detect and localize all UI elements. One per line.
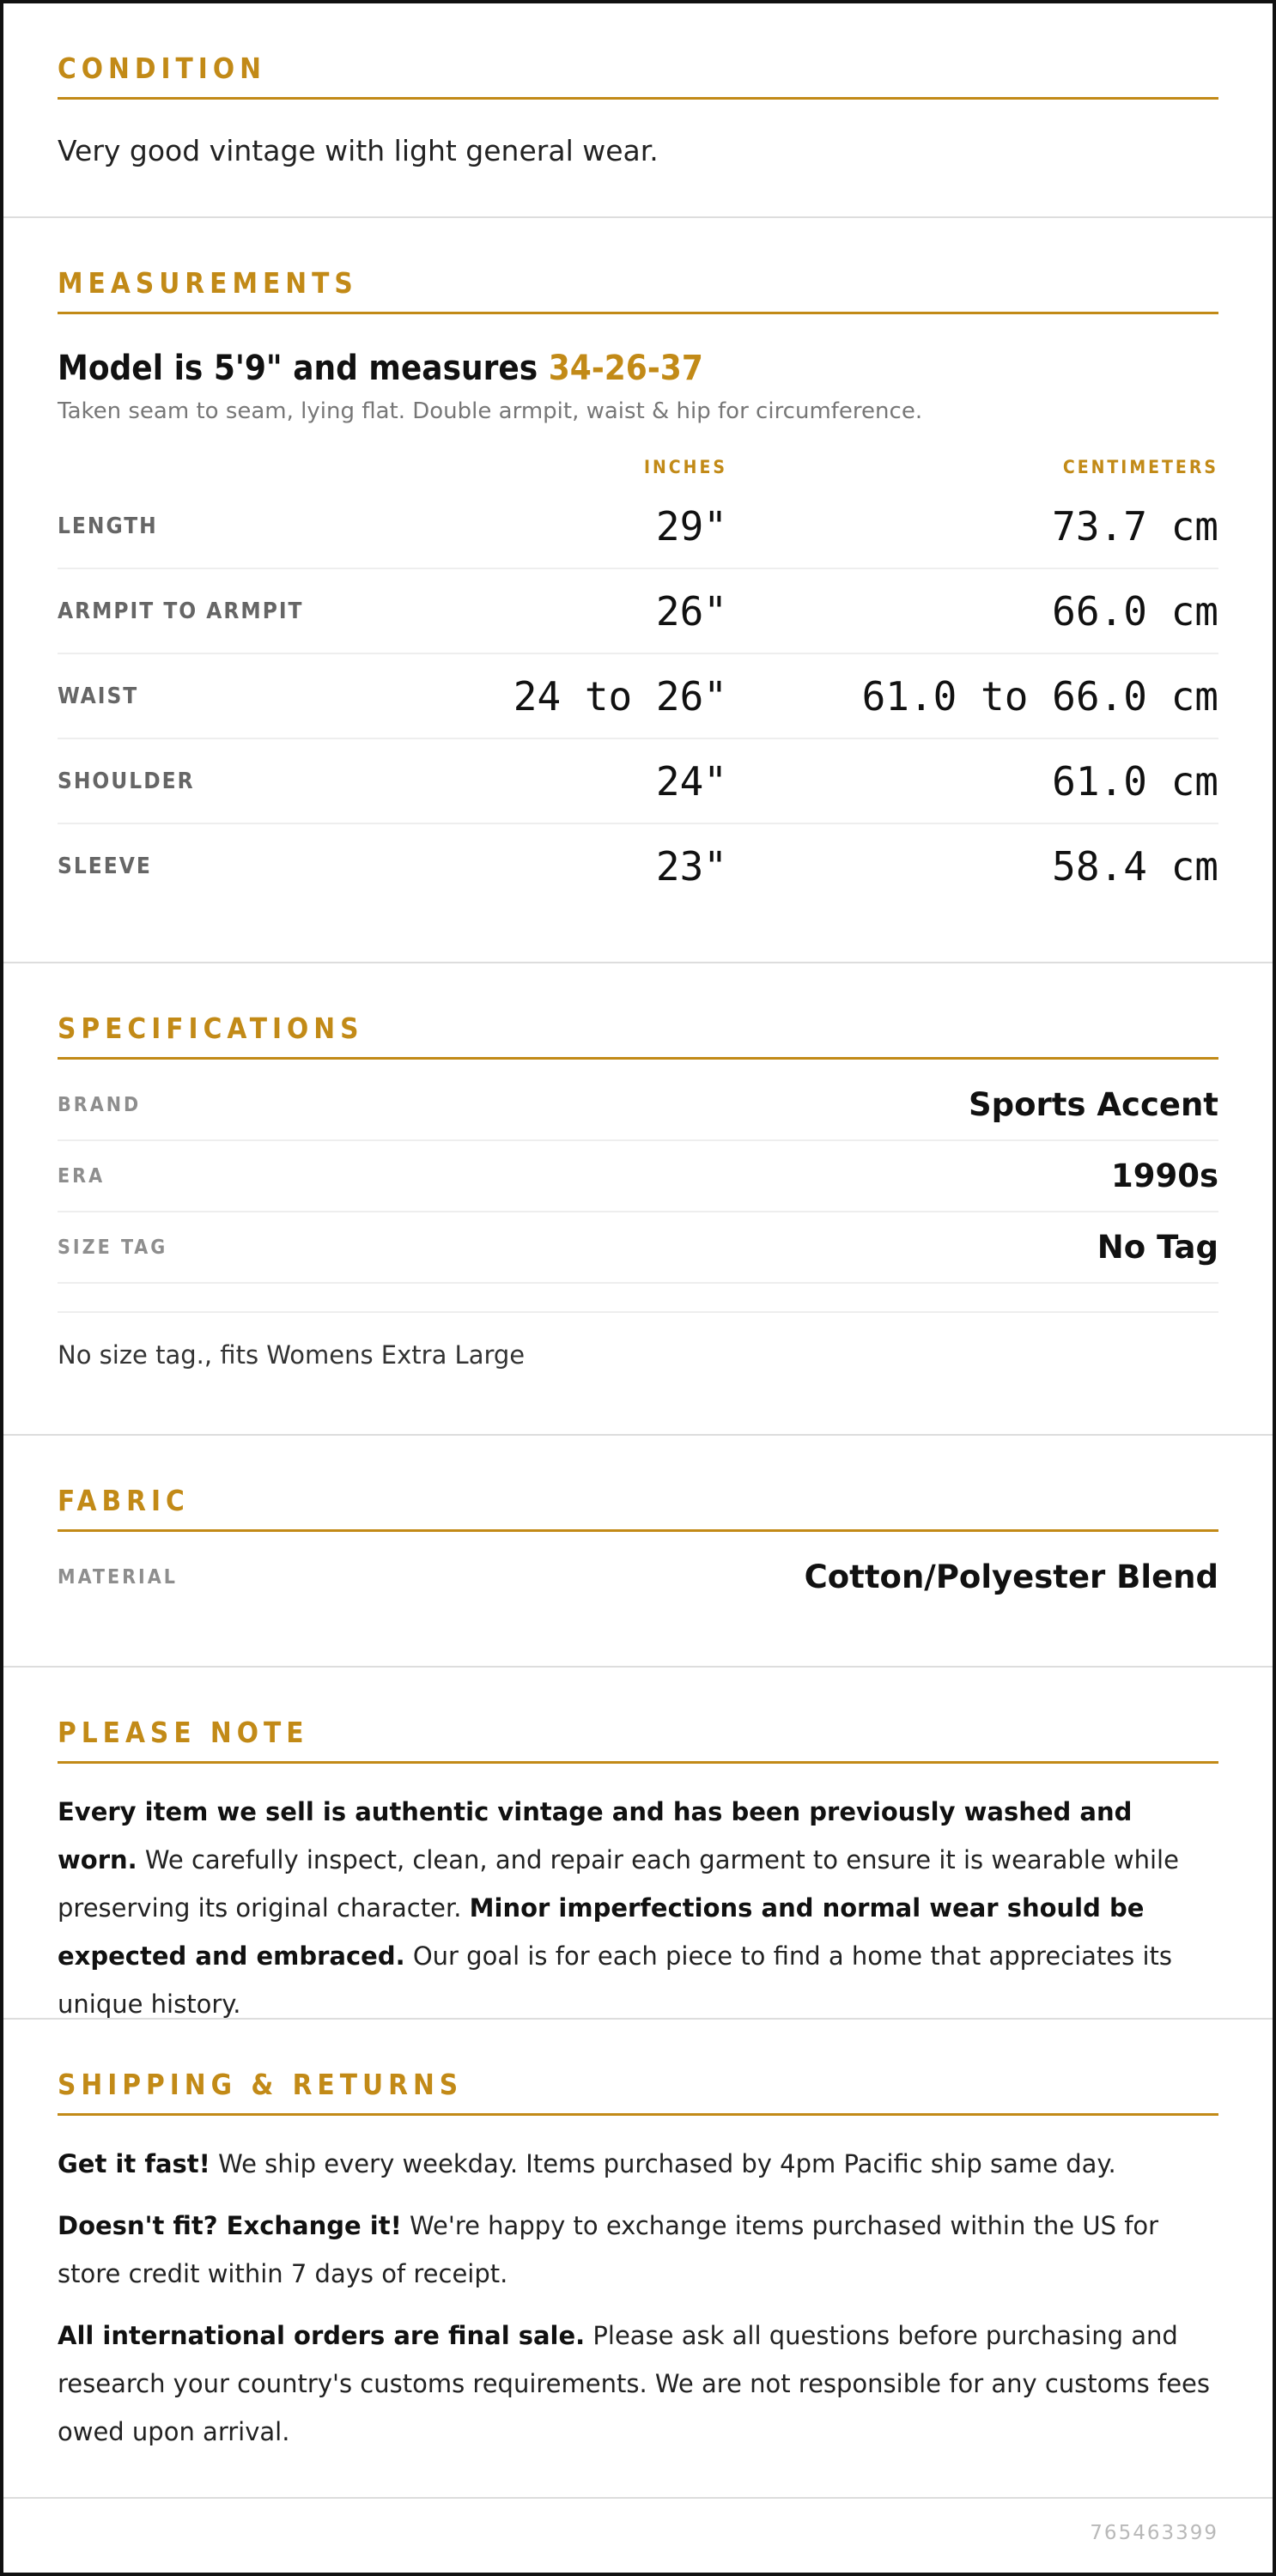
shipping-bold: Get it fast! [58, 2149, 210, 2178]
measurements-heading: MEASUREMENTS [58, 266, 1218, 314]
shipping-bold: Doesn't fit? Exchange it! [58, 2211, 402, 2240]
model-measures-value: 34-26-37 [548, 349, 703, 388]
please-note-section [3, 1668, 1273, 2020]
measurements-header-row [58, 450, 1218, 484]
model-prefix: Model is 5'9" and measures [58, 349, 549, 388]
condition-text: Very good vintage with light general wear. [58, 134, 659, 167]
measurement-cm: 61.0 to 66.0 cm [861, 672, 1218, 720]
shipping-paragraph-exchange [58, 2202, 1218, 2298]
measurement-row-armpit [58, 569, 1218, 654]
fabric-value: Cotton/Polyester Blend [804, 1558, 1218, 1595]
column-header-inches: INCHES [643, 457, 727, 477]
spec-label: BRAND [58, 1093, 142, 1116]
measurement-label: SHOULDER [58, 768, 195, 794]
spec-value: Sports Accent [968, 1086, 1218, 1123]
model-measurements [58, 349, 1218, 388]
spec-row-size-tag [58, 1212, 1218, 1284]
note-bold-1: Every item we sell is authentic vintage and has been previously washed and worn. [58, 1797, 1133, 1874]
please-note-heading: PLEASE NOTE [58, 1716, 1218, 1764]
condition-heading: CONDITION [58, 52, 1218, 100]
shipping-section [3, 2020, 1273, 2499]
fabric-row-material [58, 1542, 1218, 1612]
measurement-cm: 61.0 cm [1052, 757, 1218, 805]
shipping-text: We're happy to exchange items purchased within the US for store credit within 7 days of receipt. [58, 2211, 1159, 2288]
measurement-inches: 29" [655, 502, 727, 550]
measurement-cm: 73.7 cm [1052, 502, 1218, 550]
specifications-list [58, 1070, 1218, 1284]
note-text-1: We carefully inspect, clean, and repair each garment to ensure it is wearable while preserving its original character. [58, 1845, 1179, 1923]
measurement-inches: 24 to 26" [513, 672, 727, 720]
condition-section [3, 3, 1273, 218]
measurements-table [58, 450, 1218, 908]
spec-label: SIZE TAG [58, 1236, 168, 1259]
shipping-bold: All international orders are final sale. [58, 2321, 586, 2350]
measurement-label: LENGTH [58, 513, 158, 539]
measurement-label: ARMPIT TO ARMPIT [58, 598, 304, 624]
specifications-section [3, 963, 1273, 1436]
fabric-heading: FABRIC [58, 1484, 1218, 1532]
spec-row-era [58, 1141, 1218, 1212]
measurements-section [3, 218, 1273, 963]
note-text-2: Our goal is for each piece to find a home that appreciates its unique history. [58, 1941, 1173, 2019]
shipping-text: Please ask all questions before purchasing and research your country's customs requirements. We are not responsible for any customs fees owed upon arrival. [58, 2321, 1210, 2446]
shipping-paragraph-fast [58, 2140, 1218, 2188]
please-note-text [58, 1788, 1218, 2028]
measurement-row-shoulder [58, 739, 1218, 824]
measurement-row-length [58, 484, 1218, 569]
specifications-heading: SPECIFICATIONS [58, 1012, 1218, 1060]
sku-number: 765463399 [1090, 2522, 1218, 2544]
measurement-inches: 26" [655, 587, 727, 635]
note-bold-2: Minor imperfections and normal wear should be expected and embraced. [58, 1893, 1145, 1971]
spec-label: ERA [58, 1164, 106, 1188]
shipping-paragraph-international [58, 2312, 1218, 2456]
shipping-heading: SHIPPING & RETURNS [58, 2068, 1218, 2116]
column-header-centimeters: CENTIMETERS [1062, 457, 1218, 477]
measurement-cm: 58.4 cm [1052, 842, 1218, 890]
footer [3, 2499, 1273, 2567]
spec-row-brand [58, 1070, 1218, 1141]
measurement-inches: 23" [655, 842, 727, 890]
measurement-inches: 24" [655, 757, 727, 805]
measurement-row-sleeve [58, 824, 1218, 908]
measurement-label: WAIST [58, 683, 139, 709]
spec-value: No Tag [1097, 1229, 1218, 1266]
size-note: No size tag., fits Womens Extra Large [58, 1311, 1218, 1370]
measurement-note: Taken seam to seam, lying flat. Double armpit, waist & hip for circumference. [58, 398, 923, 424]
measurement-label: SLEEVE [58, 853, 152, 879]
shipping-text: We ship every weekday. Items purchased by 4pm Pacific ship same day. [210, 2149, 1116, 2178]
fabric-label: MATERIAL [58, 1565, 178, 1589]
measurement-row-waist [58, 654, 1218, 739]
fabric-section [3, 1436, 1273, 1668]
spec-value: 1990s [1110, 1157, 1218, 1194]
measurement-cm: 66.0 cm [1052, 587, 1218, 635]
